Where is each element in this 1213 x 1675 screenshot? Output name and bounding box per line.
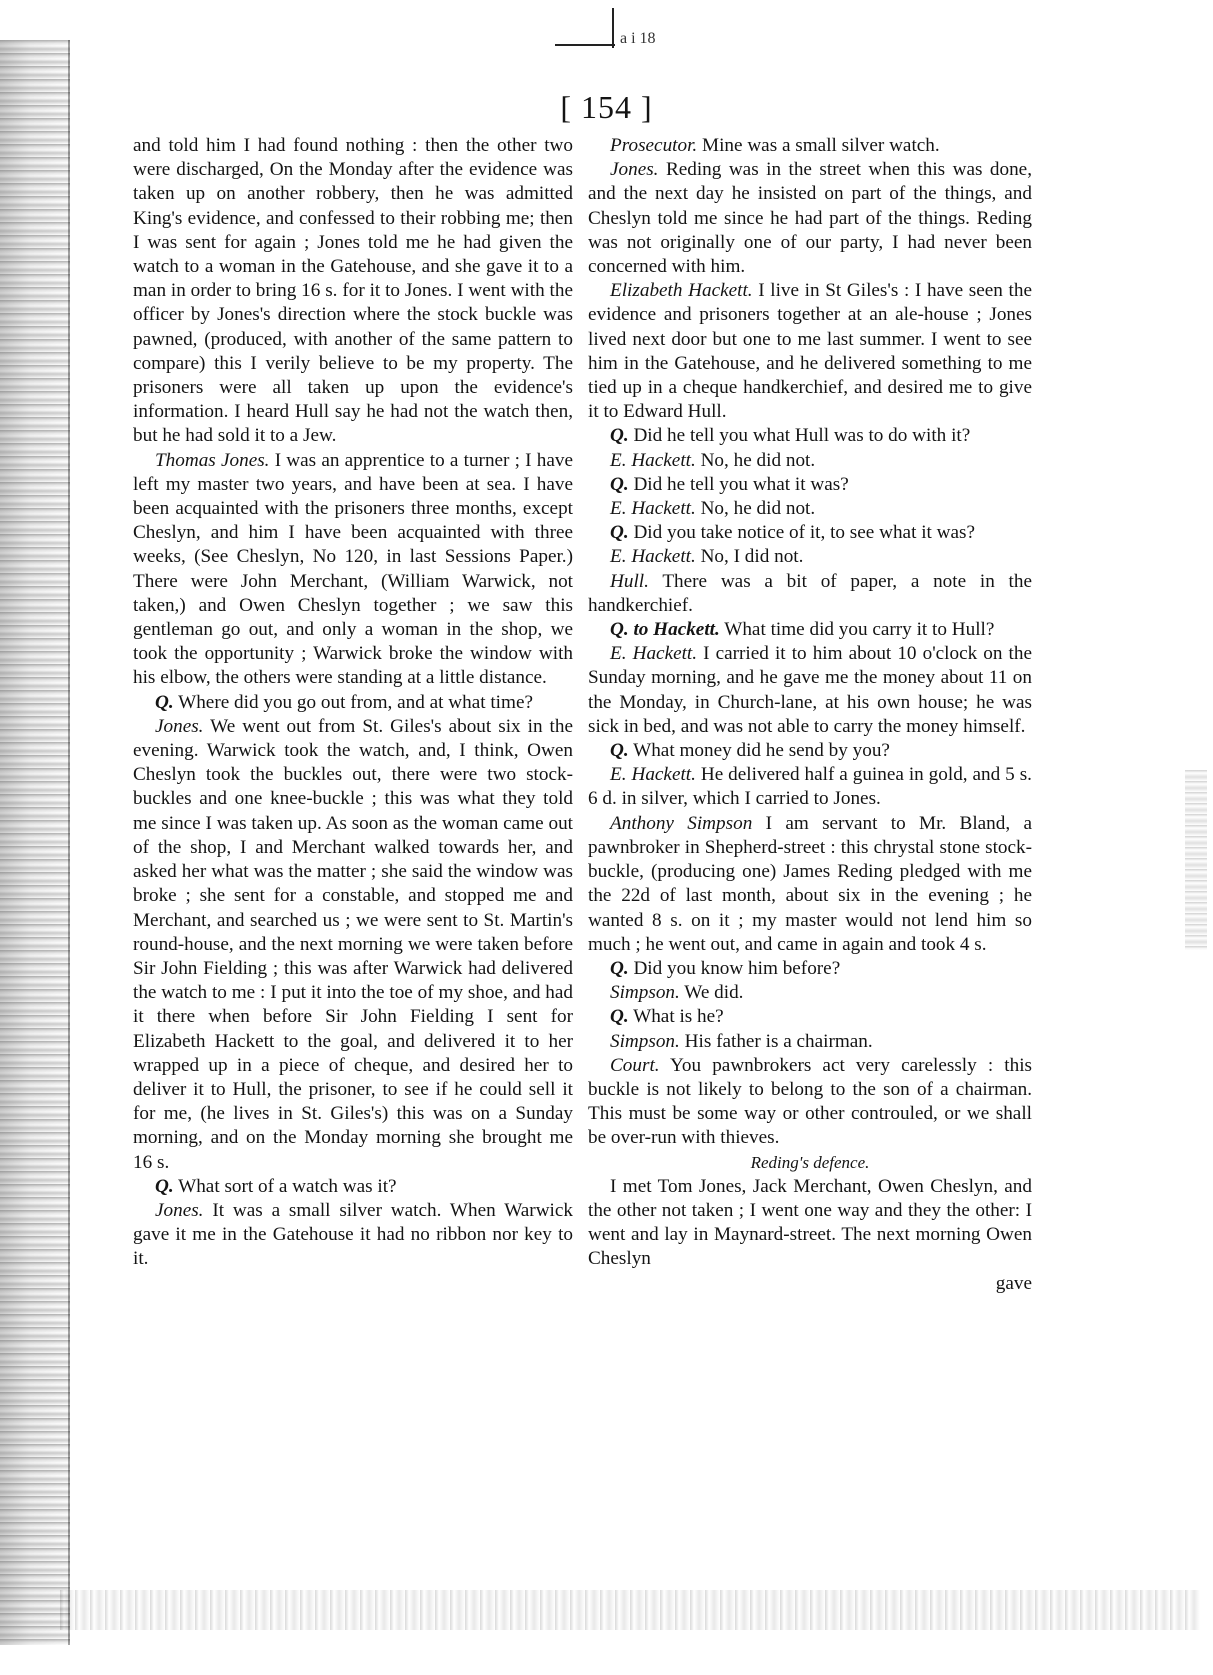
testimony-paragraph xyxy=(133,449,573,691)
question-mark-label: Q. xyxy=(155,691,174,713)
paragraph xyxy=(588,1175,1032,1272)
paragraph-text: We did. xyxy=(679,982,744,1004)
testimony-paragraph xyxy=(588,497,1032,521)
paragraph-text: We went out from St. Giles's about six in the evening. Warwick took the watch, and, I think, Owen Cheslyn took the buckles out, there were two stock-buckles and one knee-buckle ; this was what they told me since I was taken up. As soon as the woman came out of the shop, I and Merchant walked towards her, and asked her what was the matter ; she said the window was broke ; she sent for a constable, and stopped me and Merchant, and searched us ; we were sent to St. Martin's round-house, and the next morning we were taken before Sir John Fielding ; this was after Warwick had delivered the watch to me : I put it into the toe of my shoe, and had it there when before Sir John Fielding I sent for Elizabeth Hackett to the goal, and delivered it to her wrapped up in a piece of cheque, and desired her to deliver it to Hull, the prisoner, to see if he could sell it for me, (he lives in St. Giles's) this was on a Sunday morning, and on the Monday morning she brought me 16 s. xyxy=(133,715,573,1173)
top-rule xyxy=(555,44,615,46)
paragraph-text: No, he did not. xyxy=(695,498,816,520)
paragraph-text: I was an apprentice to a turner ; I have left my master two years, and have been at sea. I have been acquainted with the prisoners three months, except Cheslyn, and him I have been acquainted with three weeks, (See Cheslyn, No 120, in last Sessions Paper.) There were John Merchant, (William Warwick, not taken,) and Owen Cheslyn together ; we saw this gentleman go out, and only a woman in the shop, we took the opportunity ; Warwick broke the window with his elbow, the others were standing at a little distance. xyxy=(133,449,574,689)
paragraph xyxy=(133,134,573,449)
page-number: [ 154 ] xyxy=(560,89,653,125)
testimony-paragraph xyxy=(588,134,1032,158)
speaker-name: E. Hackett. xyxy=(610,764,696,786)
bottom-edge-noise xyxy=(60,1590,1200,1630)
paragraph-text: Did he tell you what it was? xyxy=(628,473,849,495)
catchword: gave xyxy=(995,1272,1032,1294)
speaker-name: E. Hackett. xyxy=(610,449,696,471)
question-paragraph xyxy=(588,1005,1032,1029)
section-heading: Reding's defence. xyxy=(750,1152,870,1172)
speaker-name: E. Hackett. xyxy=(610,498,696,520)
paragraph-text: Mine was a small silver watch. xyxy=(697,135,940,156)
question-paragraph xyxy=(588,424,1032,448)
question-mark-label: Q. xyxy=(610,473,629,495)
testimony-paragraph xyxy=(133,1199,573,1272)
paragraph-text: I met Tom Jones, Jack Merchant, Owen Cheslyn, and the other not taken ; I went one way and they the other: I went and lay in Maynard-street. The next morning Owen Cheslyn xyxy=(588,1175,1032,1270)
speaker-name: Jones. xyxy=(155,715,204,737)
testimony-paragraph xyxy=(588,449,1032,473)
question-mark-label: Q. xyxy=(610,425,629,447)
testimony-paragraph xyxy=(588,570,1032,618)
testimony-paragraph xyxy=(588,642,1032,739)
right-edge-noise xyxy=(1185,770,1207,950)
binding-shadow xyxy=(0,40,70,1645)
paragraph-text: He delivered half a guinea in gold, and 5 s. 6 d. in silver, which I carried to Jones. xyxy=(588,764,1032,810)
paragraph-text: His father is a chairman. xyxy=(679,1030,873,1052)
testimony-paragraph xyxy=(588,763,1032,811)
paragraph-text: Where did you go out from, and at what time? xyxy=(173,691,533,713)
question-mark-label: Q. xyxy=(610,957,629,979)
question-paragraph xyxy=(588,957,1032,981)
top-tick-mark xyxy=(612,8,614,48)
testimony-paragraph xyxy=(588,279,1032,424)
question-paragraph xyxy=(588,618,1032,642)
paragraph-text: What is he? xyxy=(628,1006,724,1028)
paragraph-text: and told him I had found nothing : then the other two were discharged, On the Monday after the evidence was taken up on another robbery, then he was admitted King's evidence, and confessed to their robbing me; then I was sent for again ; Jones told me he had given the watch to a woman in the Gatehouse, and she gave it to a man in order to bring 16 s. for it to Jones. I went with the officer by Jones's direction where the stock buckle was pawned, (produced, with another of the same pattern to compare) this I verily believe to be my property. The prisoners were all taken up upon the evidence's information. I heard Hull say he had not the watch then, but he had sold it to a Jew. xyxy=(133,135,573,447)
paragraph-text: What money did he send by you? xyxy=(628,740,890,762)
speaker-name: Simpson. xyxy=(610,982,680,1004)
speaker-name: E. Hackett. xyxy=(610,546,696,568)
question-paragraph xyxy=(133,1175,573,1199)
paragraph-text: There was a bit of paper, a note in the handkerchief. xyxy=(588,570,1032,616)
paragraph-text: Did you take notice of it, to see what it was? xyxy=(628,522,976,544)
speaker-name: Thomas Jones. xyxy=(155,449,270,471)
testimony-paragraph xyxy=(133,715,573,1175)
question-mark-label: Q. xyxy=(610,740,629,762)
question-paragraph xyxy=(133,691,573,715)
speaker-name: Hull. xyxy=(610,570,649,592)
top-corner-mark: a i 18 xyxy=(620,30,656,47)
testimony-paragraph xyxy=(588,545,1032,569)
paragraph-text: I live in St Giles's : I have seen the evidence and prisoners together at an ale-house ; Jones lived next door but one to me last summer. I went to see him in the Gatehouse, and he delivered something to me tied up in a cheque handkerchief, and desired me to give it to Edward Hull. xyxy=(588,280,1032,423)
question-mark-label: Q. to Hackett. xyxy=(610,619,720,641)
binding-fold xyxy=(68,40,70,1645)
speaker-name: Jones. xyxy=(610,159,659,181)
paragraph-text: I carried it to him about 10 o'clock on the Sunday morning, and he gave me the money about 11 on the Monday, in Church-lane, at his own house; he was sick in bed, and was not able to carry the money himself. xyxy=(588,643,1032,737)
testimony-paragraph xyxy=(588,1030,1032,1054)
paragraph-text: Did he tell you what Hull was to do with it? xyxy=(628,425,971,447)
paragraph-text: It was a small silver watch. When Warwick gave it me in the Gatehouse it had no ribbon nor key to it. xyxy=(133,1199,573,1270)
paragraph-text: Reding was in the street when this was done, and the next day he insisted on part of the things, and Cheslyn told me since he had part of the things. Reding was not originally one of our party, I had never been concerned with him. xyxy=(588,159,1032,278)
paragraph-text: No, I did not. xyxy=(695,546,804,568)
testimony-paragraph xyxy=(588,1054,1032,1151)
speaker-name: Jones. xyxy=(155,1199,204,1221)
testimony-paragraph xyxy=(588,812,1032,957)
speaker-name: Simpson. xyxy=(610,1030,680,1052)
question-paragraph xyxy=(588,739,1032,763)
testimony-paragraph xyxy=(588,158,1032,279)
speaker-name: Prosecutor. xyxy=(610,135,698,156)
question-mark-label: Q. xyxy=(610,522,629,544)
paragraph-text: What time did you carry it to Hull? xyxy=(719,619,995,641)
paragraph-text: I am servant to Mr. Bland, a pawnbroker in Shepherd-street : this chrystal stone stock-buckle, (producing one) James Reding pledged with me the 22d of last month, about six in the evening ; he wanted 8 s. on it ; my master would not lend him so much ; he went out, and came in again and took 4 s. xyxy=(588,812,1032,955)
speaker-name: Elizabeth Hackett. xyxy=(610,280,753,302)
speaker-name: Court. xyxy=(610,1054,660,1076)
paragraph-text: Did you know him before? xyxy=(628,957,841,979)
question-paragraph xyxy=(588,521,1032,545)
speaker-name: Anthony Simpson xyxy=(610,812,753,834)
left-column xyxy=(133,134,573,1272)
speaker-name: E. Hackett. xyxy=(610,643,698,665)
question-mark-label: Q. xyxy=(155,1175,174,1197)
question-paragraph xyxy=(588,473,1032,497)
right-column xyxy=(588,134,1032,1296)
paragraph-text: You pawnbrokers act very carelessly : this buckle is not likely to belong to the son of a chairman. This must be some way or other controuled, or we shall be over-run with thieves. xyxy=(588,1054,1032,1149)
testimony-paragraph xyxy=(588,981,1032,1005)
paragraph-text: What sort of a watch was it? xyxy=(173,1175,397,1197)
question-mark-label: Q. xyxy=(610,1006,629,1028)
paragraph-text: No, he did not. xyxy=(695,449,816,471)
